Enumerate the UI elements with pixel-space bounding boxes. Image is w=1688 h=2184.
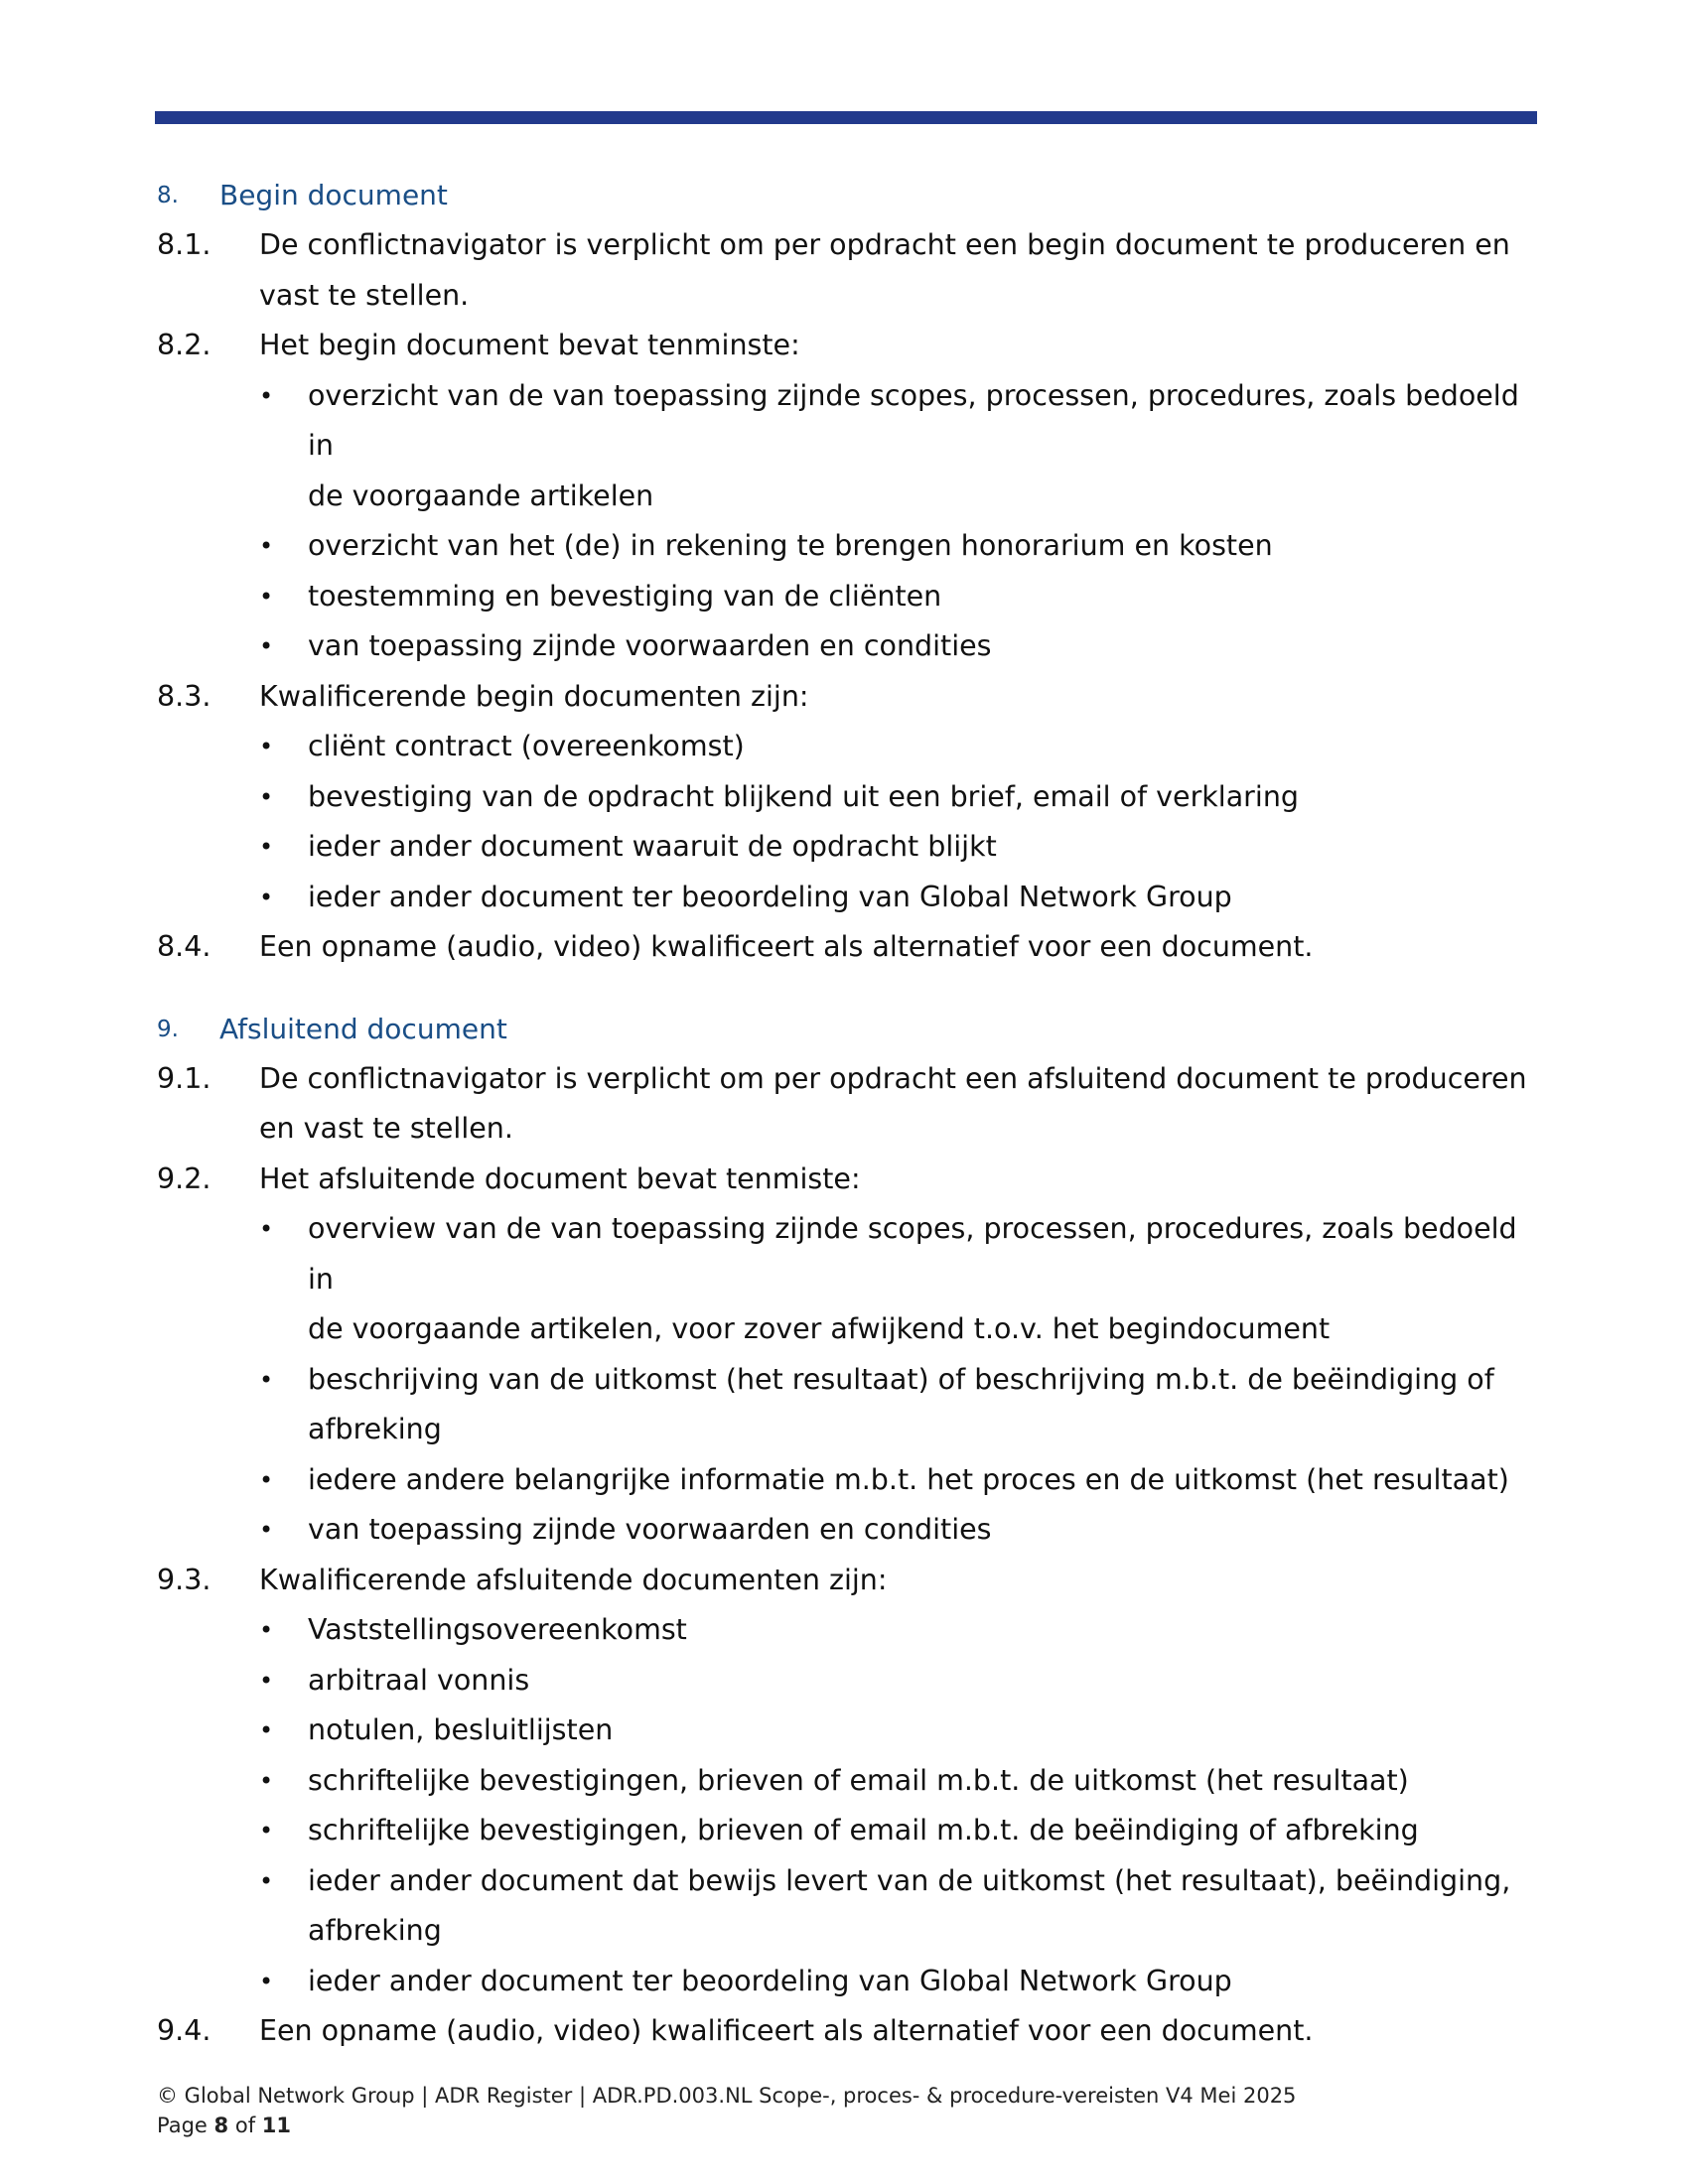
footer-page-current: 8 bbox=[213, 2114, 229, 2137]
list-item-text: ieder ander document ter beoordeling van Global Network Group bbox=[308, 880, 1232, 913]
clause-text: Een opname (audio, video) kwalificeert als alternatief voor een document. bbox=[259, 2014, 1314, 2047]
clause bbox=[157, 220, 1547, 321]
list-item-text: van toepassing zijnde voorwaarden en condities bbox=[308, 1513, 992, 1546]
list-item-text: ieder ander document waaruit de opdracht blijkt bbox=[308, 830, 997, 863]
bullet-icon: • bbox=[259, 1967, 274, 1995]
bullet-list bbox=[157, 1204, 1547, 1556]
list-item bbox=[157, 722, 1547, 772]
bullet-icon: • bbox=[259, 1215, 274, 1243]
bullet-icon: • bbox=[259, 582, 274, 611]
bullet-icon: • bbox=[259, 833, 274, 861]
clause bbox=[157, 672, 1547, 723]
page-footer bbox=[157, 2081, 1296, 2140]
section-8 bbox=[157, 171, 1547, 973]
list-item bbox=[157, 1505, 1547, 1556]
clause-text-continued: vast te stellen. bbox=[259, 278, 470, 312]
section-heading bbox=[157, 171, 1547, 220]
list-item-text: toestemming en bevestiging van de cliënten bbox=[308, 579, 942, 613]
list-item-text: beschrijving van de uitkomst (het resultaat) of beschrijving m.b.t. de beëindiging of bbox=[308, 1362, 1494, 1396]
bullet-icon: • bbox=[259, 1817, 274, 1844]
section-title: Begin document bbox=[219, 179, 448, 211]
list-item-text-continued: de voorgaande artikelen bbox=[308, 478, 654, 512]
clause bbox=[157, 1556, 1547, 1606]
clause-number: 8.2. bbox=[157, 329, 211, 361]
list-item bbox=[157, 371, 1547, 522]
list-item-text: arbitraal vonnis bbox=[308, 1663, 530, 1697]
list-item-text: schriftelijke bevestigingen, brieven of email m.b.t. de uitkomst (het resultaat) bbox=[308, 1763, 1409, 1797]
footer-page-total: 11 bbox=[261, 2114, 292, 2137]
section-number: 9. bbox=[157, 1016, 179, 1042]
list-item-text: overview van de van toepassing zijnde scopes, processen, procedures, zoals bedoeld in bbox=[308, 1212, 1517, 1296]
section-9 bbox=[157, 1005, 1547, 2057]
footer-copyright: © Global Network Group | ADR Register | ADR.PD.003.NL Scope-, proces- & procedure-vereisten V4 Mei 2025 bbox=[157, 2084, 1297, 2108]
list-item bbox=[157, 1455, 1547, 1506]
list-item-text-continued: afbreking bbox=[308, 1413, 442, 1445]
bullet-icon: • bbox=[259, 532, 274, 560]
section-number: 8. bbox=[157, 183, 179, 208]
bullet-icon: • bbox=[259, 1766, 274, 1795]
bullet-icon: • bbox=[259, 1516, 274, 1544]
list-item-text: overzicht van de van toepassing zijnde scopes, processen, procedures, zoals bedoeld in bbox=[308, 378, 1519, 462]
clause-text: De conflictnavigator is verplicht om per opdracht een begin document te produceren en bbox=[259, 228, 1510, 261]
list-item bbox=[157, 1706, 1547, 1756]
clause-text: De conflictnavigator is verplicht om per opdracht een afsluitend document te produceren bbox=[259, 1061, 1527, 1095]
list-item bbox=[157, 521, 1547, 572]
list-item-text: ieder ander document dat bewijs levert van de uitkomst (het resultaat), beëindiging, bbox=[308, 1863, 1511, 1897]
clause bbox=[157, 2006, 1547, 2057]
list-item-text-continued: de voorgaande artikelen, voor zover afwijkend t.o.v. het begindocument bbox=[308, 1312, 1331, 1345]
list-item bbox=[157, 1756, 1547, 1807]
list-item-text: cliënt contract (overeenkomst) bbox=[308, 730, 745, 762]
bullet-icon: • bbox=[259, 1365, 274, 1394]
bullet-list bbox=[157, 1605, 1547, 2006]
clause-number: 9.3. bbox=[157, 1563, 211, 1596]
clause bbox=[157, 1155, 1547, 1205]
list-item-text: overzicht van het (de) in rekening te brengen honorarium en kosten bbox=[308, 529, 1273, 562]
clause-text-continued: en vast te stellen. bbox=[259, 1112, 513, 1145]
section-heading bbox=[157, 1005, 1547, 1054]
list-item bbox=[157, 621, 1547, 672]
list-item-text-continued: afbreking bbox=[308, 1914, 442, 1947]
list-item-text: ieder ander document ter beoordeling van Global Network Group bbox=[308, 1964, 1232, 1997]
list-item bbox=[157, 1656, 1547, 1706]
list-item bbox=[157, 1605, 1547, 1656]
bullet-list bbox=[157, 371, 1547, 672]
list-item bbox=[157, 1355, 1547, 1455]
list-item bbox=[157, 1204, 1547, 1355]
clause-number: 9.4. bbox=[157, 2014, 211, 2047]
bullet-icon: • bbox=[259, 1465, 274, 1494]
clause-text: Kwalificerende afsluitende documenten zijn: bbox=[259, 1563, 888, 1596]
list-item bbox=[157, 1806, 1547, 1856]
list-item bbox=[157, 822, 1547, 873]
list-item-text: bevestiging van de opdracht blijkend uit een brief, email of verklaring bbox=[308, 779, 1299, 813]
bullet-icon: • bbox=[259, 782, 274, 811]
list-item-text: notulen, besluitlijsten bbox=[308, 1713, 614, 1746]
clause-text: Kwalificerende begin documenten zijn: bbox=[259, 679, 809, 713]
list-item bbox=[157, 1957, 1547, 2007]
bullet-icon: • bbox=[259, 883, 274, 911]
list-item-text: Vaststellingsovereenkomst bbox=[308, 1613, 687, 1646]
clause-text: Het begin document bevat tenminste: bbox=[259, 329, 800, 361]
list-item bbox=[157, 873, 1547, 923]
list-item bbox=[157, 1856, 1547, 1957]
footer-page-number: Page 8 of 11 bbox=[157, 2114, 292, 2137]
clause bbox=[157, 922, 1547, 973]
clause-number: 8.1. bbox=[157, 228, 211, 261]
clause-text: Het afsluitende document bevat tenmiste: bbox=[259, 1161, 861, 1195]
list-item-text: iedere andere belangrijke informatie m.b.t. het proces en de uitkomst (het resultaat) bbox=[308, 1462, 1509, 1496]
clause bbox=[157, 321, 1547, 371]
bullet-icon: • bbox=[259, 1666, 274, 1695]
list-item-text: schriftelijke bevestigingen, brieven of email m.b.t. de beëindiging of afbreking bbox=[308, 1814, 1419, 1846]
bullet-icon: • bbox=[259, 1716, 274, 1744]
section-title: Afsluitend document bbox=[219, 1012, 507, 1045]
clause-number: 8.3. bbox=[157, 679, 211, 713]
list-item bbox=[157, 572, 1547, 622]
clause-number: 9.1. bbox=[157, 1061, 211, 1095]
clause bbox=[157, 1054, 1547, 1155]
bullet-icon: • bbox=[259, 632, 274, 660]
document-body bbox=[157, 171, 1547, 2057]
clause-text: Een opname (audio, video) kwalificeert als alternatief voor een document. bbox=[259, 930, 1314, 963]
bullet-icon: • bbox=[259, 381, 274, 410]
list-item-text: van toepassing zijnde voorwaarden en condities bbox=[308, 629, 992, 662]
list-item bbox=[157, 772, 1547, 823]
bullet-list bbox=[157, 722, 1547, 922]
clause-number: 9.2. bbox=[157, 1161, 211, 1195]
bullet-icon: • bbox=[259, 1866, 274, 1895]
bullet-icon: • bbox=[259, 1616, 274, 1644]
header-rule bbox=[155, 111, 1537, 124]
bullet-icon: • bbox=[259, 733, 274, 760]
clause-number: 8.4. bbox=[157, 930, 211, 963]
